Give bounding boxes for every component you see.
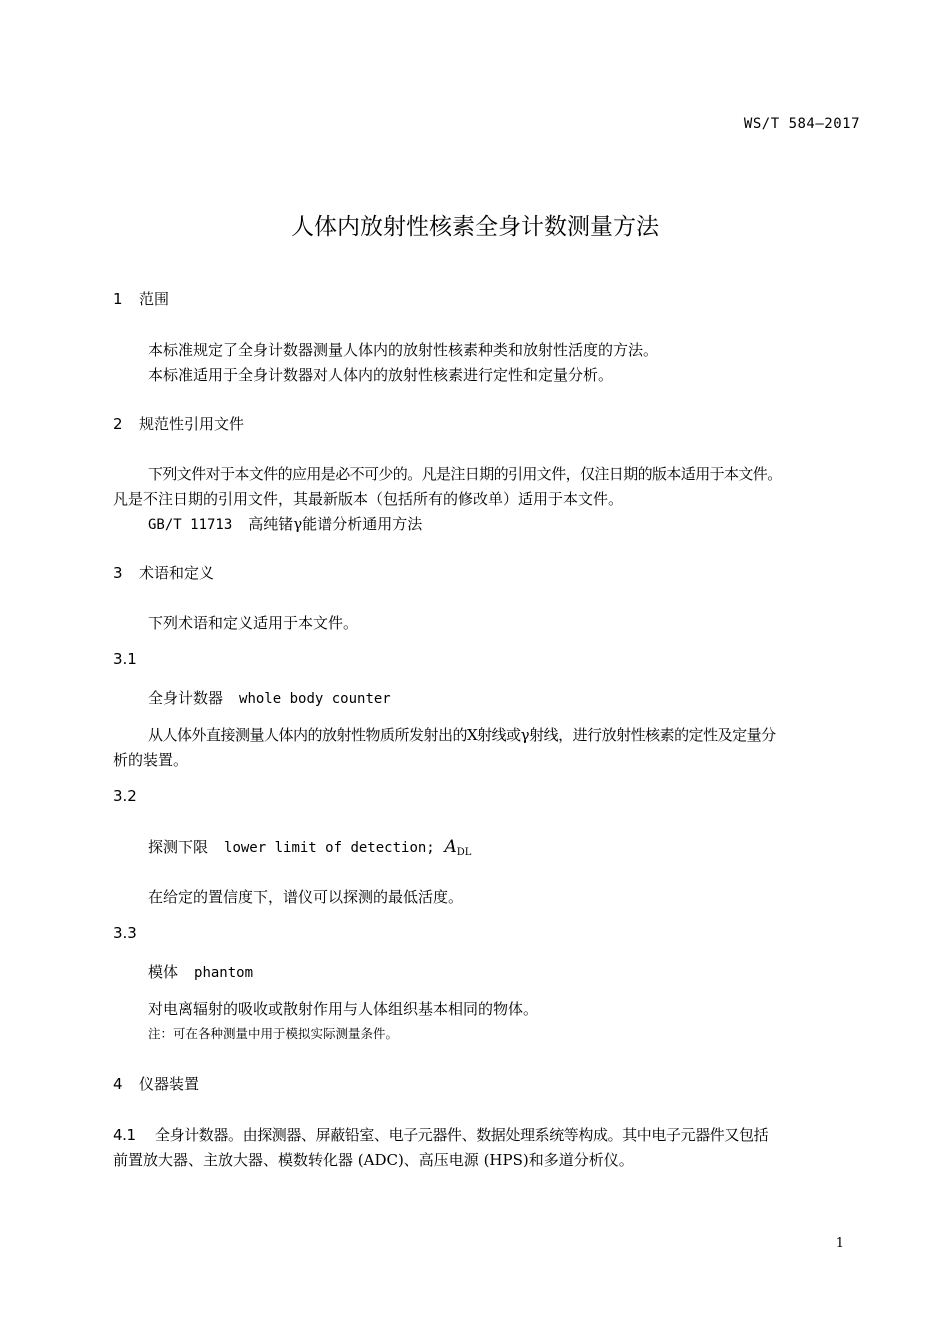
term-english: lower limit of detection; [224, 840, 435, 856]
clause-4-1-text: 全身计数器。由探测器、屏蔽铅室、电子元器件、数据处理系统等构成。其中电子元器件又包括 [155, 1126, 769, 1144]
section-2-paragraph-line-2: 凡是不注日期的引用文件，其最新版本（包括所有的修改单）适用于本文件。 [113, 490, 624, 508]
term-3-3-note: 注：可在各种测量中用于模拟实际测量条件。 [148, 1026, 399, 1041]
term-chinese: 全身计数器 [148, 689, 224, 707]
term-3-2-definition: 在给定的置信度下，谱仪可以探测的最低活度。 [148, 888, 464, 906]
section-1-heading [113, 288, 169, 309]
section-3-heading [113, 562, 214, 583]
section-number: 4 [113, 1075, 123, 1093]
term-chinese: 模体 [148, 963, 179, 981]
section-1-paragraph-1: 本标准规定了全身计数器测量人体内的放射性核素种类和放射性活度的方法。 [148, 341, 659, 359]
term-chinese: 探测下限 [148, 838, 209, 856]
section-title: 仪器装置 [139, 1075, 200, 1093]
term-3-1-definition-line-2: 析的装置。 [113, 751, 189, 769]
section-number: 3 [113, 564, 123, 582]
term-english: phantom [194, 965, 254, 981]
section-title: 规范性引用文件 [139, 415, 245, 433]
section-number: 2 [113, 415, 123, 433]
symbol-subscript: DL [456, 847, 472, 858]
reference-code: GB/T 11713 [148, 517, 233, 533]
section-number: 1 [113, 290, 123, 308]
document-title: 人体内放射性核素全身计数测量方法 [291, 214, 659, 240]
standard-code: WS/T 584—2017 [743, 116, 860, 132]
symbol-letter: A [444, 837, 457, 857]
term-english: whole body counter [239, 691, 391, 707]
section-title: 术语和定义 [139, 564, 215, 582]
clause-3-3-number: 3.3 [113, 924, 137, 942]
clause-4-1-number: 4.1 [113, 1126, 136, 1144]
clause-3-1-number: 3.1 [113, 650, 137, 668]
term-3-2 [148, 836, 471, 858]
section-title: 范围 [139, 290, 170, 308]
term-3-1 [148, 687, 391, 708]
term-3-3 [148, 961, 253, 982]
page-number: 1 [835, 1236, 844, 1251]
clause-4-1-line-1 [113, 1124, 768, 1145]
clause-3-2-number: 3.2 [113, 787, 137, 805]
reference-title: 高纯锗γ能谱分析通用方法 [248, 515, 423, 533]
normative-reference [148, 513, 422, 534]
term-symbol [444, 838, 471, 856]
section-3-intro: 下列术语和定义适用于本文件。 [148, 614, 359, 632]
section-2-paragraph-line-1: 下列文件对于本文件的应用是必不可少的。凡是注日期的引用文件，仅注日期的版本适用于本文件。 [148, 465, 782, 483]
section-1-paragraph-2: 本标准适用于全身计数器对人体内的放射性核素进行定性和定量分析。 [148, 366, 614, 384]
term-3-1-definition-line-1: 从人体外直接测量人体内的放射性物质所发射出的X射线或γ射线，进行放射性核素的定性及定量分 [148, 726, 776, 744]
clause-4-1-line-2: 前置放大器、主放大器、模数转化器 (ADC)、高压电源 (HPS)和多道分析仪。 [113, 1151, 634, 1169]
section-4-heading [113, 1073, 199, 1094]
term-3-3-definition: 对电离辐射的吸收或散射作用与人体组织基本相同的物体。 [148, 1000, 539, 1018]
section-2-heading [113, 413, 244, 434]
